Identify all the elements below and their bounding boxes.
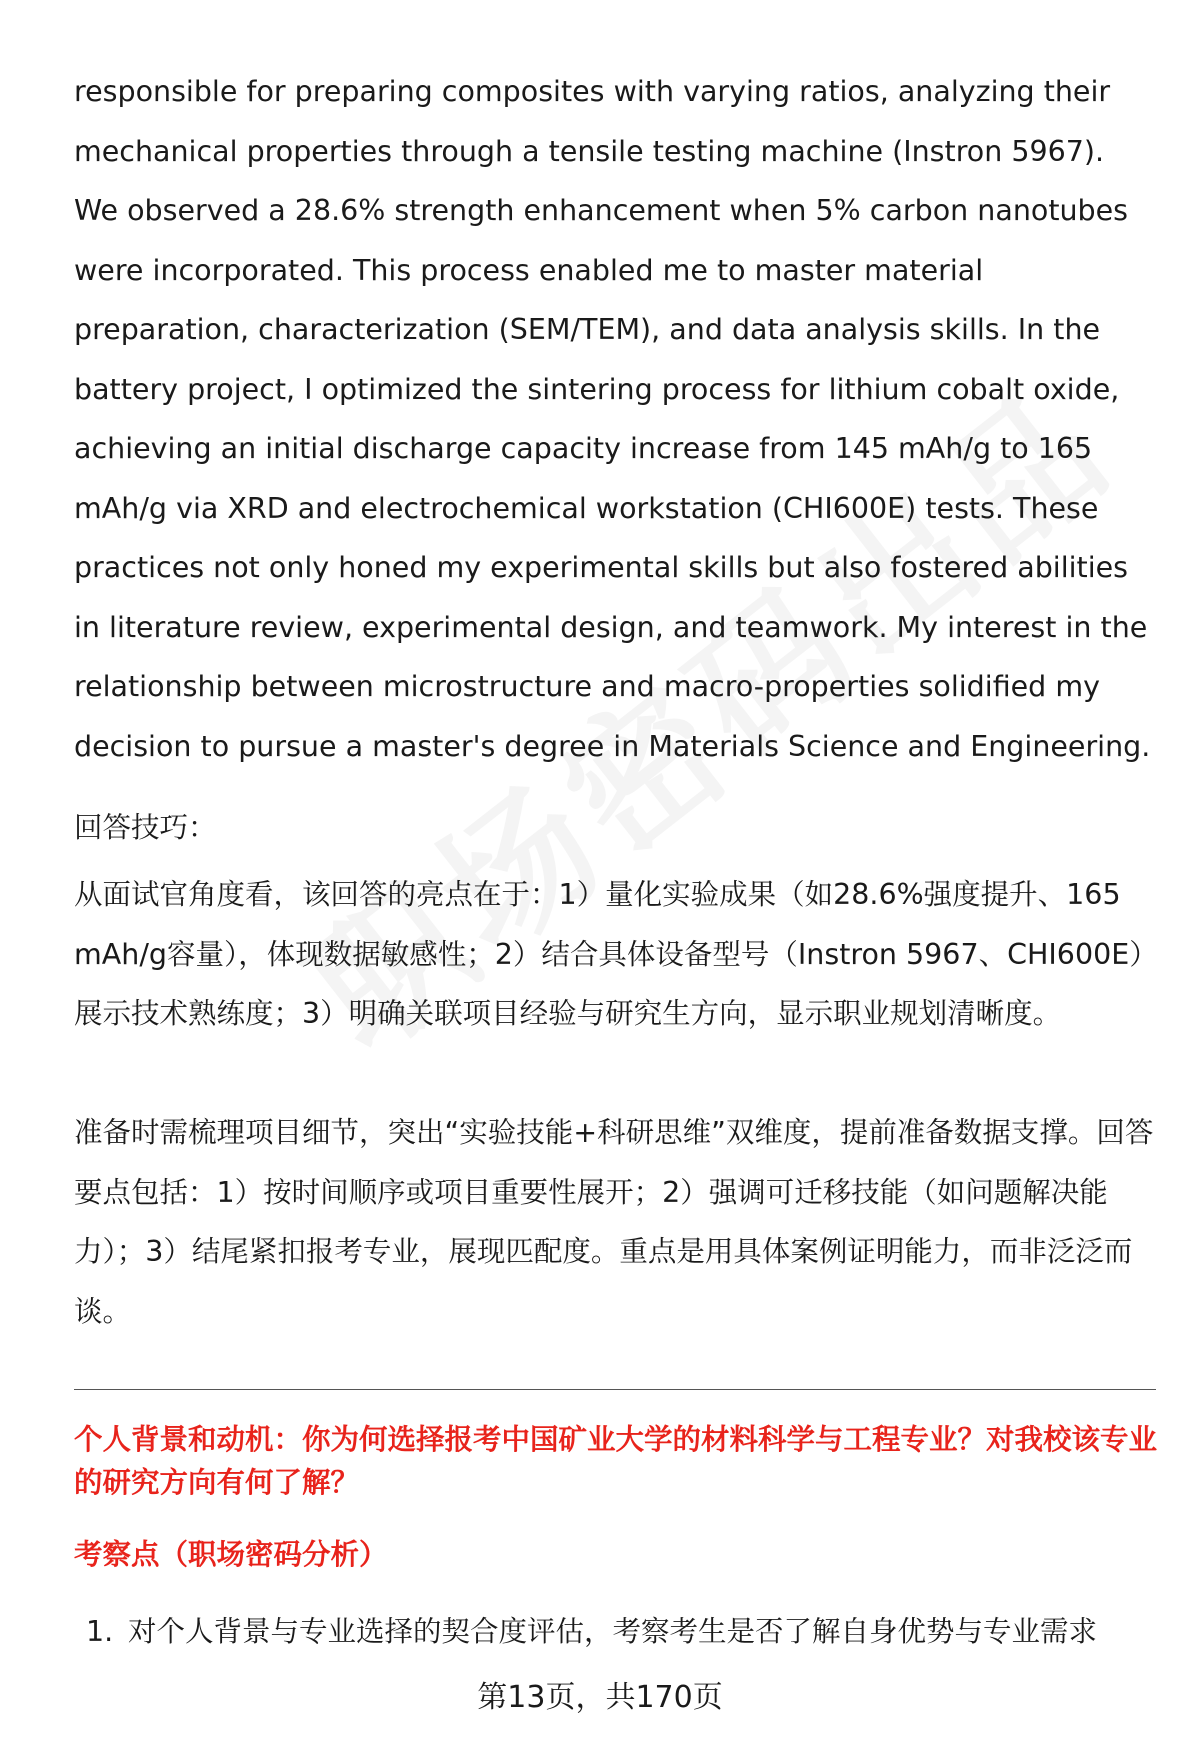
list-item: [86, 1612, 1166, 1652]
page-number: 第13页，共170页: [477, 1680, 723, 1715]
tips-title: 回答技巧：: [74, 811, 217, 844]
tips-paragraph-2: 准备时需梳理项目细节，突出“实验技能+科研思维”双维度，提前准备数据支撑。回答要点包括：1）按时间顺序或项目重要性展开；2）强调可迁移技能（如问题解决能力）；3）结尾紧扣报考专业，展现匹配度。重点是用具体案例证明能力，而非泛泛而谈。: [74, 1116, 1154, 1328]
section-divider: [74, 1389, 1156, 1390]
question-heading: 个人背景和动机：你为何选择报考中国矿业大学的材料科学与工程专业？对我校该专业的研究方向有何了解？: [74, 1423, 1158, 1499]
exam-point-title: 考察点（职场密码分析）: [74, 1538, 388, 1571]
list-item-text: 对个人背景与专业选择的契合度评估，考察考生是否了解自身优势与专业需求: [128, 1615, 1098, 1648]
list-item-number: 1.: [86, 1615, 114, 1648]
answer-paragraph: responsible for preparing composites with varying ratios, analyzing their mechanical properties through a tensile testing machine (Instron 5967). We observed a 28.6% strength enhancement when 5% carbon nanotubes were incorporated. This process enabled me to master material preparation, characterization (SEM/TEM), and data analysis skills. In the battery project, I optimized the sintering process for lithium cobalt oxide, achieving an initial discharge capacity increase from 145 mAh/g to 165 mAh/g via XRD and electrochemical workstation (CHI600E) tests. These practices not only honed my experimental skills but also fostered abilities in literature review, experimental design, and teamwork. My interest in the relationship between microstructure and macro-properties solidified my decision to pursue a master's degree in Materials Science and Engineering.: [74, 75, 1151, 763]
tips-paragraph-1: 从面试官角度看，该回答的亮点在于：1）量化实验成果（如28.6%强度提升、165 mAh/g容量），体现数据敏感性；2）结合具体设备型号（Instron 5967、CHI600E）展示技术熟练度；3）明确关联项目经验与研究生方向，显示职业规划清晰度。: [74, 878, 1144, 1030]
